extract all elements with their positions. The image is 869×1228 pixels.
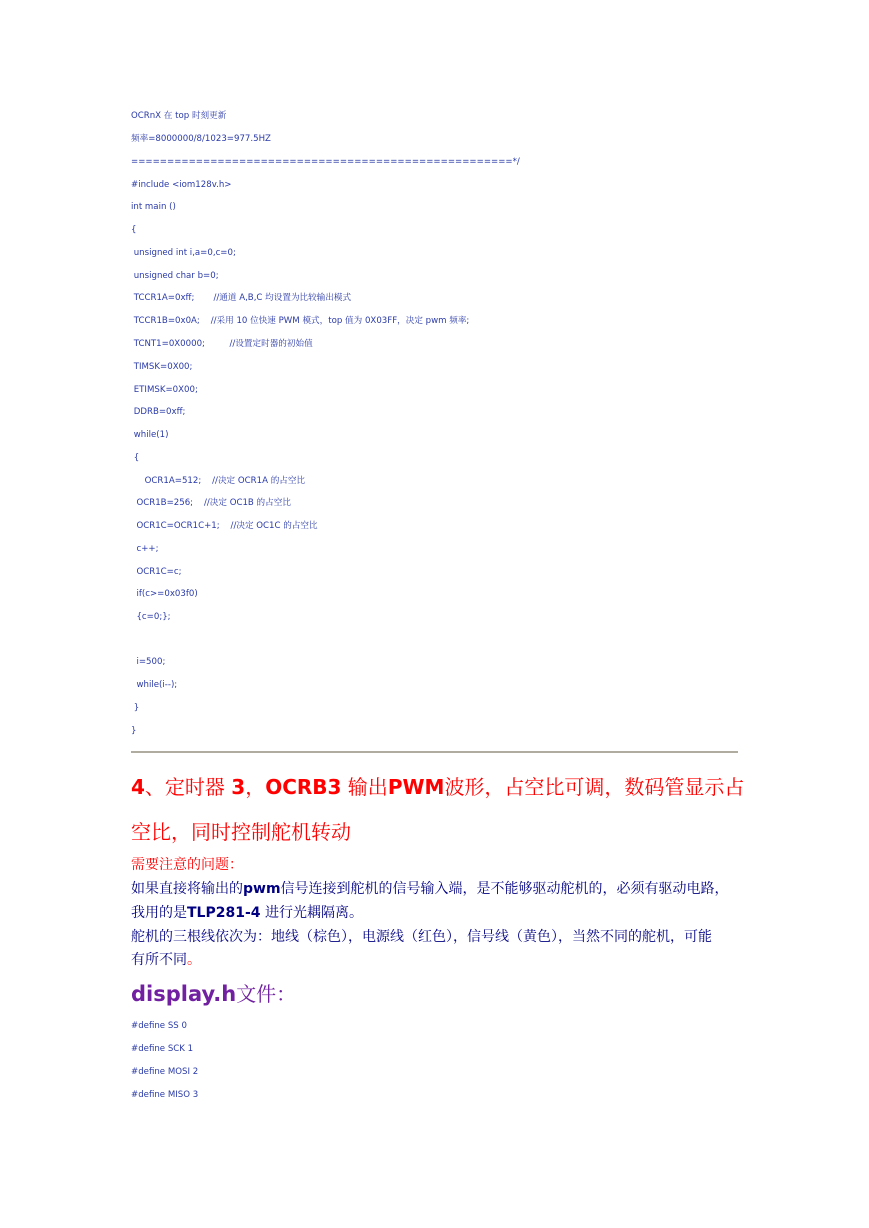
- note-text: 有所不同: [131, 952, 187, 968]
- heading-text: PWM: [387, 775, 445, 799]
- code-line: TIMSK=0X00;: [131, 362, 193, 372]
- code-line: 频率=8000000/8/1023=977.5HZ: [131, 134, 271, 144]
- code-line: if(c>=0x03f0): [131, 589, 198, 599]
- code-line: TCNT1=0X0000; //设置定时器的初始值: [131, 339, 313, 349]
- code-line: int main (): [131, 202, 176, 212]
- heading-text: ，: [245, 775, 266, 799]
- code-line: unsigned int i,a=0,c=0;: [131, 248, 236, 258]
- code-line: i=500;: [131, 657, 166, 667]
- note-text: 如果直接将输出的: [131, 881, 243, 897]
- code-line: OCRnX 在 top 时刻更新: [131, 111, 227, 121]
- code-line: while(i--);: [131, 680, 178, 690]
- section-heading-line-1: [131, 774, 744, 800]
- horizontal-divider: [131, 751, 738, 753]
- note-text: 进行光耦隔离。: [260, 905, 363, 921]
- heading-number: 4: [131, 775, 145, 799]
- code-line: =====================================================*/: [131, 157, 520, 167]
- code-line: TCCR1A=0xff; //通道 A,B,C 均设置为比较输出模式: [131, 293, 352, 303]
- heading-text: 输出: [341, 775, 388, 799]
- note-paragraph-line: [131, 904, 363, 922]
- code-line: }: [131, 703, 140, 713]
- code-line: DDRB=0xff;: [131, 407, 186, 417]
- code-line: #define MISO 3: [131, 1090, 199, 1100]
- code-line: while(1): [131, 430, 169, 440]
- code-line: c++;: [131, 544, 159, 554]
- heading-text: 波形，占空比可调，数码管显示占: [444, 775, 745, 799]
- note-text: 我用的是: [131, 905, 187, 921]
- code-line: unsigned char b=0;: [131, 271, 219, 281]
- code-line: {: [131, 453, 140, 463]
- code-line: {: [131, 225, 137, 235]
- file-heading-name: display.h: [131, 982, 237, 1006]
- code-line: }: [131, 726, 137, 736]
- code-line: #define MOSI 2: [131, 1067, 199, 1077]
- note-paragraph-line: 舵机的三根线依次为：地线（棕色），电源线（红色），信号线（黄色），当然不同的舵机，可能: [131, 929, 712, 945]
- code-line: #define SCK 1: [131, 1044, 194, 1054]
- code-line: {c=0;};: [131, 612, 171, 622]
- section-heading-line-2: 空比，同时控制舵机转动: [131, 820, 351, 844]
- notes-title: 需要注意的问题：: [131, 857, 243, 873]
- file-heading-suffix: 文件：: [236, 982, 297, 1006]
- heading-text: 、定时器: [144, 775, 232, 799]
- note-paragraph-line: [131, 880, 729, 898]
- code-line: OCR1A=512; //决定 OCR1A 的占空比: [131, 476, 306, 486]
- code-line: OCR1C=OCR1C+1; //决定 OC1C 的占空比: [131, 521, 318, 531]
- code-line: #define SS 0: [131, 1021, 187, 1031]
- code-line: OCR1B=256; //决定 OC1B 的占空比: [131, 498, 291, 508]
- heading-text: 3: [231, 775, 246, 799]
- heading-text: OCRB3: [265, 775, 342, 799]
- note-text: 。: [187, 952, 201, 968]
- note-text: TLP281-4: [187, 905, 261, 921]
- code-line: TCCR1B=0x0A; //采用 10 位快速 PWM 模式，top 值为 0X03FF，决定 pwm 频率;: [131, 316, 470, 326]
- code-line: #include <iom128v.h>: [131, 180, 232, 190]
- code-line: ETIMSK=0X00;: [131, 385, 198, 395]
- note-paragraph-line: [131, 951, 201, 969]
- note-text: 信号连接到舵机的信号输入端，是不能够驱动舵机的，必须有驱动电路，: [280, 881, 729, 897]
- note-text: pwm: [243, 881, 281, 897]
- file-heading: [131, 979, 296, 1011]
- code-line: OCR1C=c;: [131, 567, 182, 577]
